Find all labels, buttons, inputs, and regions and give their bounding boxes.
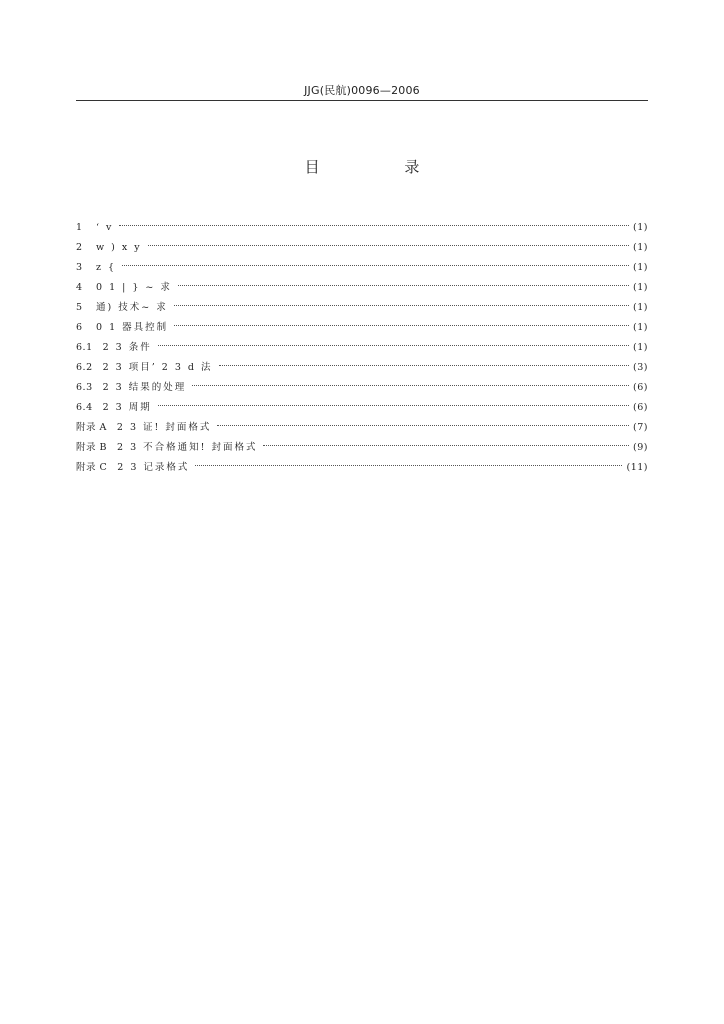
toc-leader-dots	[158, 333, 629, 346]
toc-leader-dots	[158, 393, 629, 406]
toc-leader-dots	[174, 293, 629, 306]
toc-entry-label: 2 3 结果的处理	[102, 382, 187, 393]
toc-entry-label: 2 3 证! 封面格式	[116, 422, 212, 433]
toc-entry-page: (1)	[633, 302, 648, 313]
toc-entry-page: (6)	[633, 402, 648, 413]
toc-entry-number: 1	[76, 222, 83, 233]
toc-entry-label: ‘ v	[96, 222, 114, 233]
toc-entry-page: (1)	[633, 342, 648, 353]
toc-entry-page: (11)	[626, 462, 648, 473]
toc-entry-page: (6)	[633, 382, 648, 393]
toc-entry-page: (1)	[633, 322, 648, 333]
standard-code: JJG(民航)0096—2006	[304, 84, 420, 97]
toc-entry-number: 6.4	[76, 402, 93, 413]
toc-entry-number: 6.3	[76, 382, 93, 393]
toc-entry-label: 2 3 不合格通知! 封面格式	[117, 442, 258, 453]
toc-leader-dots	[148, 233, 629, 246]
toc-entry-number: 附录 A	[76, 422, 107, 433]
toc-entry-label: 0 1 器具控制	[96, 322, 169, 333]
toc-leader-dots	[122, 253, 629, 266]
toc-leader-dots	[174, 313, 629, 326]
toc-leader-dots	[195, 453, 622, 466]
toc-entry-number: 3	[76, 262, 83, 273]
table-of-contents	[76, 217, 648, 477]
toc-entry-number: 4	[76, 282, 83, 293]
toc-entry-page: (1)	[633, 262, 648, 273]
toc-entry-label: 2 3 周期	[102, 402, 152, 413]
toc-entry-number: 6.1	[76, 342, 93, 353]
toc-leader-dots	[263, 433, 629, 446]
toc-entry-number: 5	[76, 302, 83, 313]
toc-entry[interactable]	[76, 457, 648, 477]
toc-leader-dots	[217, 413, 629, 426]
toc-entry-label: 0 1 | } ~ 求	[96, 282, 172, 293]
toc-entry-label: 2 3 项目’ 2 3 d 法	[102, 362, 213, 373]
toc-entry-page: (1)	[633, 282, 648, 293]
toc-title: 目 录	[304, 158, 460, 176]
toc-entry-page: (3)	[633, 362, 648, 373]
toc-leader-dots	[178, 273, 629, 286]
toc-leader-dots	[192, 373, 629, 386]
toc-entry-label: 2 3 记录格式	[117, 462, 190, 473]
toc-entry-label: 通) 技术~ 求	[96, 302, 168, 313]
toc-entry-page: (1)	[633, 222, 648, 233]
toc-entry-label: 2 3 条件	[102, 342, 152, 353]
page-header	[76, 78, 648, 101]
toc-entry-number: 6	[76, 322, 83, 333]
toc-entry-number: 附录 B	[76, 442, 108, 453]
toc-entry-label: z {	[96, 262, 117, 273]
toc-entry-page: (1)	[633, 242, 648, 253]
toc-entry-label: w ) x y	[96, 242, 142, 253]
toc-entry-number: 6.2	[76, 362, 93, 373]
toc-entry-page: (9)	[633, 442, 648, 453]
toc-leader-dots	[219, 353, 630, 366]
toc-entry-number: 2	[76, 242, 83, 253]
toc-leader-dots	[119, 213, 629, 226]
toc-entry-number: 附录 C	[76, 462, 108, 473]
toc-entry-page: (7)	[633, 422, 648, 433]
